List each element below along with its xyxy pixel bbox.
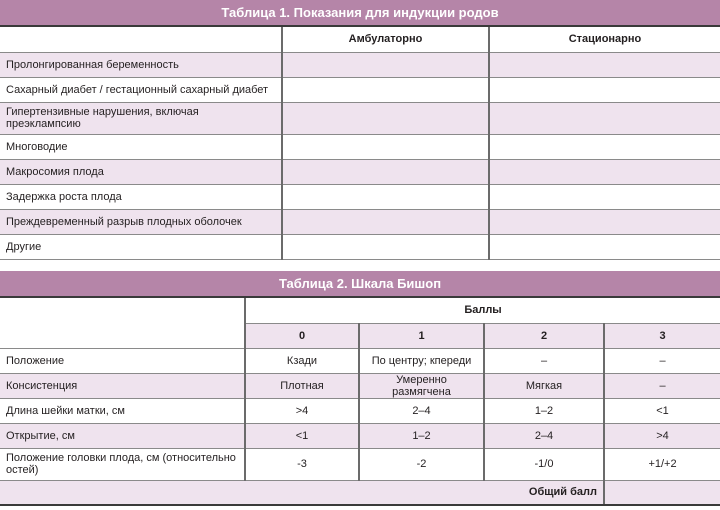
cell-inpatient <box>489 209 720 234</box>
row-label: Макросомия плода <box>0 159 282 184</box>
cell-score-1: 2–4 <box>359 398 484 423</box>
cell-inpatient <box>489 234 720 259</box>
table-row <box>0 77 720 102</box>
table-row <box>0 159 720 184</box>
group-header-scores: Баллы <box>245 298 720 323</box>
table-row <box>0 234 720 259</box>
row-label: Сахарный диабет / гестационный сахарный диабет <box>0 77 282 102</box>
cell-score-2: 2–4 <box>484 423 604 448</box>
table-row <box>0 134 720 159</box>
table-row <box>0 398 720 423</box>
table-bishop-score <box>0 271 720 506</box>
cell-score-1: Умеренно размягчена <box>359 373 484 398</box>
table-row <box>0 52 720 77</box>
total-label: Общий балл <box>0 480 604 505</box>
table1-title: Таблица 1. Показания для индукции родов <box>0 0 720 27</box>
cell-outpatient <box>282 77 489 102</box>
cell-score-0: >4 <box>245 398 359 423</box>
cell-score-2: Мягкая <box>484 373 604 398</box>
cell-inpatient <box>489 77 720 102</box>
row-label: Многоводие <box>0 134 282 159</box>
cell-score-3: – <box>604 348 720 373</box>
table1-header-blank <box>0 27 282 52</box>
cell-score-0: Плотная <box>245 373 359 398</box>
cell-score-3: – <box>604 373 720 398</box>
cell-inpatient <box>489 159 720 184</box>
cell-inpatient <box>489 134 720 159</box>
cell-score-1: По центру; кпереди <box>359 348 484 373</box>
cell-score-3: <1 <box>604 398 720 423</box>
table-row <box>0 102 720 134</box>
row-label: Задержка роста плода <box>0 184 282 209</box>
cell-outpatient <box>282 159 489 184</box>
table-row <box>0 373 720 398</box>
score-header-2: 2 <box>484 323 604 348</box>
table2-header-blank <box>0 298 245 348</box>
row-label: Положение <box>0 348 245 373</box>
cell-inpatient <box>489 102 720 134</box>
cell-score-0: <1 <box>245 423 359 448</box>
row-label: Другие <box>0 234 282 259</box>
table2-grid <box>0 298 720 506</box>
score-header-0: 0 <box>245 323 359 348</box>
cell-outpatient <box>282 102 489 134</box>
cell-score-2: -1/0 <box>484 448 604 480</box>
cell-outpatient <box>282 184 489 209</box>
cell-score-2: – <box>484 348 604 373</box>
row-label: Пролонгированная беременность <box>0 52 282 77</box>
cell-outpatient <box>282 234 489 259</box>
cell-score-0: Кзади <box>245 348 359 373</box>
cell-score-3: +1/+2 <box>604 448 720 480</box>
row-label: Открытие, см <box>0 423 245 448</box>
cell-score-0: -3 <box>245 448 359 480</box>
total-value <box>604 480 720 505</box>
total-row <box>0 480 720 505</box>
table2-group-header-row <box>0 298 720 323</box>
cell-inpatient <box>489 52 720 77</box>
table1-header-row <box>0 27 720 52</box>
cell-score-3: >4 <box>604 423 720 448</box>
table-row <box>0 209 720 234</box>
table2-title: Таблица 2. Шкала Бишоп <box>0 271 720 298</box>
table-row <box>0 348 720 373</box>
column-header-inpatient: Стационарно <box>489 27 720 52</box>
column-header-outpatient: Амбулаторно <box>282 27 489 52</box>
cell-outpatient <box>282 134 489 159</box>
row-label: Гипертензивные нарушения, включая преэклампсию <box>0 102 282 134</box>
cell-outpatient <box>282 52 489 77</box>
score-header-1: 1 <box>359 323 484 348</box>
row-label: Положение головки плода, см (относительно остей) <box>0 448 245 480</box>
cell-inpatient <box>489 184 720 209</box>
table-row <box>0 184 720 209</box>
table-row <box>0 448 720 480</box>
cell-score-1: 1–2 <box>359 423 484 448</box>
row-label: Консистенция <box>0 373 245 398</box>
table1-grid <box>0 27 720 260</box>
cell-score-2: 1–2 <box>484 398 604 423</box>
table-row <box>0 423 720 448</box>
row-label: Преждевременный разрыв плодных оболочек <box>0 209 282 234</box>
cell-score-1: -2 <box>359 448 484 480</box>
row-label: Длина шейки матки, см <box>0 398 245 423</box>
cell-outpatient <box>282 209 489 234</box>
score-header-3: 3 <box>604 323 720 348</box>
